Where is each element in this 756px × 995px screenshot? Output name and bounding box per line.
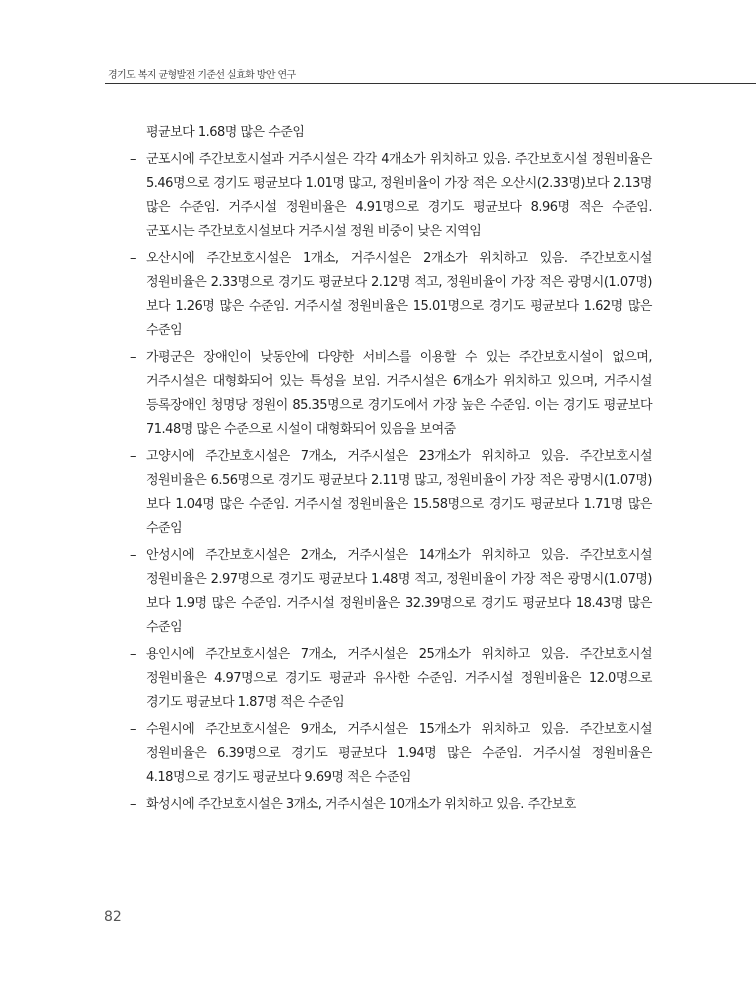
bullet-list [128, 148, 652, 817]
dash-bullet-icon: – [130, 251, 136, 266]
continuation-paragraph: 평균보다 1.68명 많은 수준임 [146, 125, 305, 140]
bullet-item-anseong [128, 544, 652, 640]
bullet-item-hwaseong [128, 793, 652, 817]
bullet-item-gapyeong [128, 346, 652, 442]
bullet-text: 고양시에 주간보호시설은 7개소, 거주시설은 23개소가 위치하고 있음. 주간보호시설 정원비율은 6.56명으로 경기도 평균보다 2.11명 많고, 정원비율이 가장 적은 광명시(1.07명)보다 1.04명 많은 수준임. 거주시설 정원비율은 15.58명으로 경기도 평균보다 1.71명 많은 수준임 [146, 449, 652, 536]
bullet-item-gunpo [128, 148, 652, 244]
dash-bullet-icon: – [130, 647, 136, 662]
bullet-text: 화성시에 주간보호시설은 3개소, 거주시설은 10개소가 위치하고 있음. 주간보호 [146, 797, 576, 812]
page-body [128, 121, 652, 820]
dash-bullet-icon: – [130, 548, 136, 563]
bullet-item-yongin [128, 643, 652, 715]
page-number: 82 [104, 909, 122, 925]
bullet-text: 수원시에 주간보호시설은 9개소, 거주시설은 15개소가 위치하고 있음. 주간보호시설 정원비율은 6.39명으로 경기도 평균보다 1.94명 많은 수준임. 거주시설 정원비율은 4.18명으로 경기도 평균보다 9.69명 적은 수준임 [146, 722, 652, 785]
bullet-text: 안성시에 주간보호시설은 2개소, 거주시설은 14개소가 위치하고 있음. 주간보호시설 정원비율은 2.97명으로 경기도 평균보다 1.48명 적고, 정원비율이 가장 적은 광명시(1.07명)보다 1.9명 많은 수준임. 거주시설 정원비율은 32.39명으로 경기도 평균보다 18.43명 많은 수준임 [146, 548, 652, 635]
bullet-item-suwon [128, 718, 652, 790]
bullet-text: 용인시에 주간보호시설은 7개소, 거주시설은 25개소가 위치하고 있음. 주간보호시설 정원비율은 4.97명으로 경기도 평균과 유사한 수준임. 거주시설 정원비율은 12.0명으로 경기도 평균보다 1.87명 적은 수준임 [146, 647, 652, 710]
bullet-text: 가평군은 장애인이 낮동안에 다양한 서비스를 이용할 수 있는 주간보호시설이 없으며, 거주시설은 대형화되어 있는 특성을 보임. 거주시설은 6개소가 위치하고 있으며, 거주시설 등록장애인 청명당 정원이 85.35명으로 경기도에서 가장 높은 수준임. 이는 경기도 평균보다 71.48명 많은 수준으로 시설이 대형화되어 있음을 보여줌 [146, 350, 652, 437]
running-header: 경기도 복지 균형발전 기준선 실효화 방안 연구 [108, 70, 296, 81]
bullet-item-osan [128, 247, 652, 343]
dash-bullet-icon: – [130, 797, 136, 812]
dash-bullet-icon: – [130, 350, 136, 365]
bullet-text: 오산시에 주간보호시설은 1개소, 거주시설은 2개소가 위치하고 있음. 주간보호시설 정원비율은 2.33명으로 경기도 평균보다 2.12명 적고, 정원비율이 가장 적은 광명시(1.07명)보다 1.26명 많은 수준임. 거주시설 정원비율은 15.01명으로 경기도 평균보다 1.62명 많은 수준임 [146, 251, 652, 338]
dash-bullet-icon: – [130, 152, 136, 167]
header-rule [105, 83, 756, 84]
bullet-item-goyang [128, 445, 652, 541]
dash-bullet-icon: – [130, 722, 136, 737]
dash-bullet-icon: – [130, 449, 136, 464]
bullet-text: 군포시에 주간보호시설과 거주시설은 각각 4개소가 위치하고 있음. 주간보호시설 정원비율은 5.46명으로 경기도 평균보다 1.01명 많고, 정원비율이 가장 적은 오산시(2.33명)보다 2.13명 많은 수준임. 거주시설 정원비율은 4.91명으로 경기도 평균보다 8.96명 적은 수준임. 군포시는 주간보호시설보다 거주시설 정원 비중이 낮은 지역임 [146, 152, 652, 239]
